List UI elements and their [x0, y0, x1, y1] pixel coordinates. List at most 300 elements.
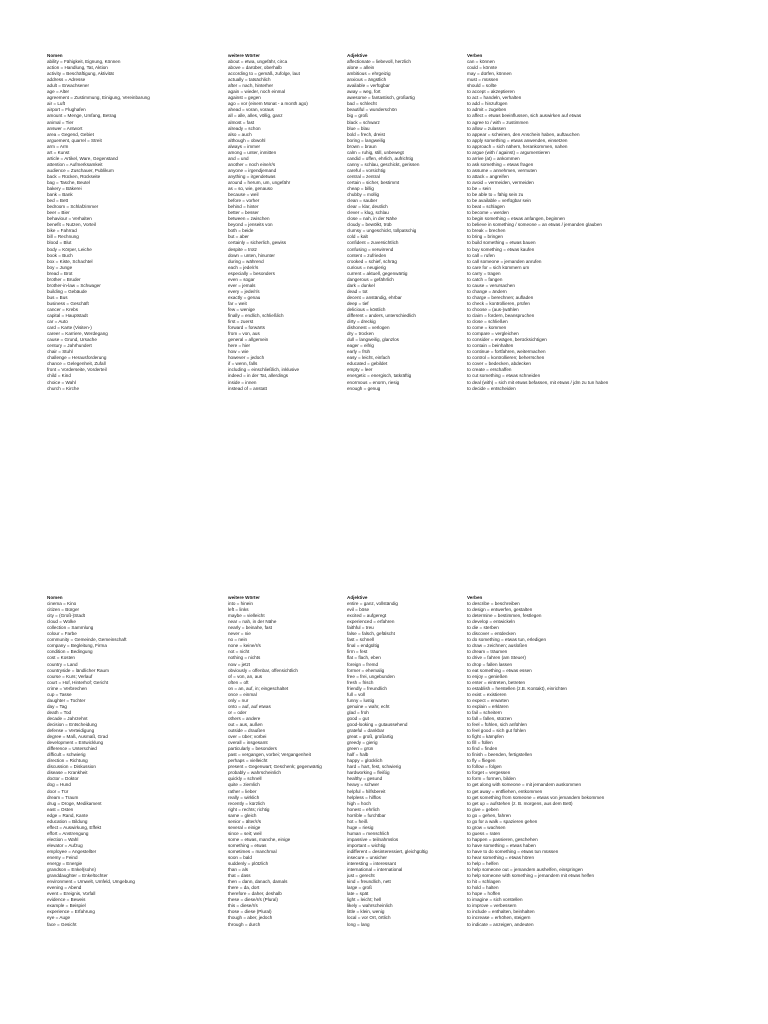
vocab-entry: impassive = teilnahmslos: [347, 836, 399, 842]
vocab-entry: of = von, an, aus: [228, 673, 263, 679]
vocab-entry: senior = älter/r/s: [228, 818, 262, 824]
vocab-entry: finally = endlich, schließlich: [228, 313, 284, 319]
vocab-entry: sometimes = manchmal: [228, 848, 277, 854]
vocab-entry: dead = tot: [347, 288, 368, 294]
vocab-entry: fresh = frisch: [347, 679, 374, 685]
vocab-entry: several = einige: [228, 824, 261, 830]
other-words-column: [228, 595, 338, 928]
vocab-entry: however = jedoch: [228, 355, 265, 361]
vocab-entry: full = voll: [347, 691, 366, 697]
vocab-entry: enemy = Feind: [47, 855, 78, 861]
vocab-entry: to increase = erhöhen, steigern: [467, 915, 531, 921]
vocab-entry: green = grün: [347, 746, 374, 752]
vocab-entry: brown = braun: [347, 143, 377, 149]
vocab-entry: better = besser: [228, 210, 259, 216]
vocab-entry: to cover = bedecken, abdecken: [467, 361, 531, 367]
vocab-entry: eye = Auge: [47, 915, 71, 921]
vocab-entry: collection = Sammlung: [47, 625, 94, 631]
vocab-entry: to believe in something / someone = an etwas / jemanden glauben: [467, 222, 602, 228]
vocab-entry: address = Adresse: [47, 77, 86, 83]
vocab-entry: blood = Blut: [47, 240, 72, 246]
vocab-entry: chubby = mollig: [347, 192, 380, 198]
vocab-entry: soon = bald: [228, 855, 252, 861]
vocab-entry: to enjoy = genießen: [467, 673, 508, 679]
vocab-entry: another = noch eine/r/s: [228, 161, 276, 167]
vocab-entry: anxious = ängstlich: [347, 77, 387, 83]
vocab-entry: entire = ganz, vollständig: [347, 601, 398, 607]
vocab-entry: discussion = Diskussion: [47, 764, 96, 770]
vocab-entry: but = aber: [228, 234, 249, 240]
vocab-entry: to contain = beinhalten: [467, 343, 514, 349]
vocab-entry: career = Karriere, Werdegang: [47, 331, 108, 337]
vocab-entry: benefit = Nutzen, Vorteil: [47, 222, 96, 228]
vocab-entry: defense = Verteidigung: [47, 728, 95, 734]
vocab-entry: enough = genug: [347, 385, 381, 391]
vocab-entry: almost = fast: [228, 119, 255, 125]
vocab-entry: audience = Zuschauer, Publikum: [47, 167, 114, 173]
vocab-entry: free = frei, ungebunden: [347, 673, 395, 679]
vocab-entry: adult = Erwachsener: [47, 83, 90, 89]
vocab-entry: body = Körper, Leiche: [47, 246, 92, 252]
vocab-entry: to arrive (at) = ankommen: [467, 155, 520, 161]
vocab-entry: only = nur: [228, 697, 249, 703]
vocab-entry: overall = insgesamt: [228, 740, 268, 746]
vocab-entry: exactly = genau: [228, 294, 261, 300]
vocab-entry: colour = Farbe: [47, 631, 77, 637]
vocab-entry: cup = Tasse: [47, 691, 72, 697]
vocab-entry: to indicate = anzeigen, andeuten: [467, 921, 534, 927]
vocab-entry: to compare = vergleichen: [467, 331, 519, 337]
verbs-column: [467, 595, 757, 928]
vocab-entry: before = vorher: [228, 198, 260, 204]
vocab-entry: ago = vor (einem Monat - a month ago): [228, 101, 308, 107]
vocab-entry: never = nie: [228, 631, 251, 637]
vocab-entry: greedy = gierig: [347, 740, 378, 746]
vocab-entry: likely = wahrscheinlich: [347, 903, 393, 909]
vocab-entry: content = zufrieden: [347, 252, 387, 258]
vocab-entry: condition = Bedingung: [47, 649, 93, 655]
vocab-entry: course = Kurs; Verlauf: [47, 673, 93, 679]
vocab-entry: to feel good = sich gut fühlen: [467, 728, 526, 734]
vocab-entry: behaviour = Verhalten: [47, 216, 92, 222]
vocab-entry: left = links: [228, 607, 249, 613]
vocab-entry: development = Entwicklung: [47, 740, 104, 746]
vocab-entry: instead of = anstatt: [228, 385, 267, 391]
vocab-entry: to grow = wachsen: [467, 824, 506, 830]
vocab-entry: to eat something = etwas essen: [467, 667, 532, 673]
vocab-entry: clear = klar, deutlich: [347, 204, 388, 210]
vocab-entry: far = weit: [228, 300, 247, 306]
vocab-entry: to have to do something = etwas tun müssen: [467, 848, 559, 854]
vocab-entry: dry = trocken: [347, 331, 374, 337]
vocab-entry: activity = Beschäftigung, Aktivität: [47, 71, 114, 77]
vocab-entry: already = schon: [228, 125, 261, 131]
vocab-entry: actually = tatsächlich: [228, 77, 271, 83]
vocab-entry: to attack = angreifen: [467, 173, 509, 179]
vocab-entry: article = Artikel, Ware, Gegenstand: [47, 155, 118, 161]
vocab-entry: despite = trotz: [228, 246, 257, 252]
vocab-entry: general = allgemein: [228, 337, 269, 343]
vocab-entry: to be available = verfügbar sein: [467, 198, 531, 204]
vocab-entry: since = seit; weil: [228, 830, 262, 836]
vocab-entry: bag = Tasche, Beutel: [47, 179, 90, 185]
vocab-entry: particularly = besonders: [228, 746, 277, 752]
vocab-entry: genuine = wahr, echt: [347, 703, 390, 709]
vocab-entry: bank = Bank: [47, 192, 73, 198]
vocab-entry: to bring = bringen: [467, 234, 503, 240]
column-header: Nomen: [47, 595, 63, 600]
vocab-entry: faithful = treu: [347, 625, 374, 631]
vocab-entry: to find = finden: [467, 746, 498, 752]
vocab-entry: experience = Erfahrung: [47, 909, 95, 915]
vocab-entry: to hold = halten: [467, 885, 499, 891]
vocab-entry: to explain = erklären: [467, 703, 509, 709]
vocab-entry: cloud = Wolke: [47, 619, 76, 625]
vocab-entry: church = Kirche: [47, 385, 80, 391]
vocab-entry: to exist = existieren: [467, 691, 507, 697]
vocab-entry: to describe = beschreiben: [467, 601, 520, 607]
vocab-entry: bad = schlecht: [347, 101, 377, 107]
vocab-entry: honest = ehrlich: [347, 806, 380, 812]
vocab-entry: into = hinein: [228, 601, 253, 607]
vocab-entry: to get away = entfliehen, entkommen: [467, 788, 543, 794]
vocab-entry: certain = sicher, bestimmt: [347, 179, 400, 185]
vocab-entry: book = Buch: [47, 252, 73, 258]
vocab-entry: bill = Rechnung: [47, 234, 79, 240]
column-header: Adjektive: [347, 53, 368, 58]
nouns-column: [47, 53, 217, 392]
vocab-entry: educated = gebildet: [347, 361, 388, 367]
vocab-entry: though = aber, jedoch: [228, 915, 273, 921]
vocab-entry: anything = irgendetwas: [228, 173, 276, 179]
vocab-entry: challenge = Herausforderung: [47, 355, 107, 361]
vocab-entry: to control = kontrollieren; beherrschen: [467, 355, 545, 361]
vocab-entry: to ask something = etwas fragen: [467, 161, 534, 167]
vocab-entry: recently = kürzlich: [228, 800, 265, 806]
vocab-entry: especially = besonders: [228, 270, 275, 276]
vocab-entry: to change = ändern: [467, 288, 507, 294]
vocab-entry: to forget = vergessen: [467, 770, 511, 776]
vocab-entry: to buy something = etwas kaufen: [467, 246, 535, 252]
vocab-entry: kind = freundlich, nett: [347, 879, 391, 885]
vocab-entry: quickly = schnell: [228, 776, 262, 782]
vocab-entry: to appear = scheinen, den Anschein haben, auftauchen: [467, 131, 580, 137]
vocab-entry: degree = Maß, Ausmaß, Grad: [47, 734, 108, 740]
vocab-entry: how = wie: [228, 349, 249, 355]
vocab-entry: clumsy = ungeschickt, tollpatschig: [347, 228, 417, 234]
vocab-entry: to care for = sich kümmern um: [467, 264, 530, 270]
vocab-entry: to beat = schlagen: [467, 204, 505, 210]
vocab-entry: to hear something = etwas hören: [467, 855, 535, 861]
vocab-entry: both = beide: [228, 228, 254, 234]
vocab-entry: chance = Gelegenheit, Zufall: [47, 361, 106, 367]
vocab-entry: local = vor Ort, örtlich: [347, 915, 391, 921]
vocab-entry: helpless = hilflos: [347, 794, 381, 800]
column-header: Adjektive: [347, 595, 368, 600]
vocab-entry: to discover = entdecken: [467, 631, 516, 637]
vocab-entry: election = Wahl: [47, 836, 79, 842]
vocab-entry: ability = Fähigkeit, Eignung, Können: [47, 59, 121, 65]
vocab-entry: to give = geben: [467, 806, 499, 812]
vocab-entry: not = nicht: [228, 649, 250, 655]
vocab-entry: same = gleich: [228, 812, 257, 818]
vocab-entry: to call = rufen: [467, 252, 495, 258]
column-header: weitere Wörter: [228, 53, 260, 58]
vocab-entry: hardworking = fleißig: [347, 770, 390, 776]
vocab-entry: candid = offen, ehrlich, aufrichtig: [347, 155, 414, 161]
vocab-entry: good-looking = gutaussehend: [347, 721, 408, 727]
vocab-entry: cause = Grund, Ursache: [47, 337, 97, 343]
vocab-entry: car = Auto: [47, 319, 68, 325]
vocab-entry: elevator = Aufzug: [47, 842, 83, 848]
vocab-entry: past = vergangen, vorbei; Vergangenheit: [228, 752, 311, 758]
vocab-entry: indeed = in der Tat, allerdings: [228, 373, 289, 379]
vocab-entry: little = klein, wenig: [347, 909, 385, 915]
vocab-entry: to happen = passieren, geschehen: [467, 836, 538, 842]
vocab-entry: around = herum, um, ungefähr: [228, 179, 291, 185]
vocab-entry: through = durch: [228, 921, 261, 927]
vocab-entry: action = Handlung, Tat, Aktion: [47, 65, 108, 71]
vocab-entry: drug = Droge, Medikament: [47, 800, 102, 806]
vocab-entry: really = wirklich: [228, 794, 260, 800]
adjectives-column: [347, 53, 459, 392]
vocab-entry: fast = schnell: [347, 637, 374, 643]
vocab-entry: canny = schlau, geschickt, gerissen: [347, 161, 420, 167]
vocab-entry: against = gegen: [228, 95, 261, 101]
vocab-entry: those = diese (Plural): [228, 909, 272, 915]
vocab-entry: no = nein: [228, 637, 248, 643]
vocab-entry: final = endgültig: [347, 643, 380, 649]
vocab-entry: alone = allein: [347, 65, 375, 71]
vocab-entry: employee = Angestellter: [47, 848, 97, 854]
column-header: Nomen: [47, 53, 63, 58]
column-header: Verben: [467, 53, 483, 58]
vocab-entry: age = Alter: [47, 89, 70, 95]
vocab-entry: child = Kind: [47, 373, 71, 379]
vocab-entry: happy = glücklich: [347, 758, 383, 764]
vocab-entry: deep = tief: [347, 300, 369, 306]
vocab-entry: eager = eifrig: [347, 343, 374, 349]
vocab-entry: over = über; vorbei: [228, 734, 267, 740]
vocab-entry: to continue = fortfahren, weitermachen: [467, 349, 546, 355]
vocab-entry: ever = jemals: [228, 282, 256, 288]
vocab-entry: to call someone = jemanden anrufen: [467, 258, 542, 264]
vocab-entry: bike = Fahrrad: [47, 228, 77, 234]
vocab-entry: important = wichtig: [347, 842, 386, 848]
vocab-entry: to hope = hoffen: [467, 891, 501, 897]
vocab-entry: decade = Jahrzehnt: [47, 715, 88, 721]
vocab-entry: glad = froh: [347, 709, 369, 715]
vocab-entry: funny = lustig: [347, 697, 375, 703]
vocab-entry: huge = riesig: [347, 824, 374, 830]
vocab-entry: doctor = Doktor: [47, 776, 79, 782]
vocab-entry: others = andere: [228, 715, 261, 721]
vocab-entry: if = wenn, falls: [228, 361, 258, 367]
vocab-entry: to imagine = sich vorstellen: [467, 897, 523, 903]
vocab-entry: nearly = beinahe, fast: [228, 625, 273, 631]
vocab-entry: certainly = sicherlich, gewiss: [228, 240, 287, 246]
vocab-entry: to decide = entscheiden: [467, 385, 516, 391]
vocab-entry: outside = draußen: [228, 728, 266, 734]
vocab-entry: to fall = fallen, stürzen: [467, 715, 512, 721]
vocab-entry: dull = langweilig, glanzlos: [347, 337, 399, 343]
vocab-entry: death = Tod: [47, 709, 72, 715]
vocab-entry: to establish = herstellen (z.B. Kontakt), einrichten: [467, 685, 567, 691]
vocab-entry: even = sogar: [228, 276, 255, 282]
vocab-entry: because = weil: [228, 192, 259, 198]
vocab-entry: first = zuerst: [228, 319, 254, 325]
vocab-entry: dangerous = gefährlich: [347, 276, 394, 282]
vocab-entry: during = während: [228, 258, 264, 264]
vocab-entry: attention = Aufmerksamkeit: [47, 161, 103, 167]
vocab-entry: light = leicht; hell: [347, 897, 382, 903]
vocab-entry: half = halb: [347, 752, 369, 758]
vocab-entry: once = einmal: [228, 691, 257, 697]
vocab-entry: east = Osten: [47, 806, 74, 812]
vocab-entry: to add = hinzufügen: [467, 101, 508, 107]
vocab-entry: to close = schließen: [467, 319, 508, 325]
vocab-entry: enormous = enorm, riesig: [347, 379, 400, 385]
vocab-entry: century = Jahrhundert: [47, 343, 92, 349]
vocab-entry: forward = forwärts: [228, 325, 265, 331]
vocab-entry: experienced = erfahren: [347, 619, 395, 625]
vocab-entry: healthy = gesund: [347, 776, 383, 782]
vocab-entry: to enter = eintreten, betreten: [467, 679, 526, 685]
vocab-entry: to follow = folgen: [467, 764, 502, 770]
vocab-entry: business = Geschäft: [47, 300, 89, 306]
vocab-entry: grandson = Enkel(sohn): [47, 867, 96, 873]
vocab-entry: brother = Bruder: [47, 276, 81, 282]
vocab-entry: some = etwas, manche, einige: [228, 836, 291, 842]
vocab-entry: to help someone with something = jemandem mit etwas helfen: [467, 873, 595, 879]
vocab-entry: near = nah, in der Nähe: [228, 619, 277, 625]
vocab-entry: different = anders, unterschiedlich: [347, 313, 416, 319]
vocab-entry: friendly = freundlich: [347, 685, 387, 691]
vocab-entry: beyond = jenseits von: [228, 222, 273, 228]
vocab-entry: heavy = schwer: [347, 782, 380, 788]
vocab-entry: to agree to / with = zustimmen: [467, 119, 529, 125]
vocabulary-page-2: [0, 512, 768, 1024]
vocab-entry: choice = Wahl: [47, 379, 76, 385]
vocab-entry: to die = sterben: [467, 625, 499, 631]
vocab-entry: beautiful = wunderschön: [347, 107, 397, 113]
vocab-entry: hard = hart, fest, schwierig: [347, 764, 402, 770]
vocab-entry: every = jede/r/s: [228, 288, 260, 294]
vocab-entry: to develop = entwickeln: [467, 619, 515, 625]
vocab-entry: bakery = Bäkerei: [47, 186, 82, 192]
vocab-entry: can = können: [467, 59, 495, 65]
adjectives-column: [347, 595, 459, 928]
vocab-entry: door = Tür: [47, 788, 69, 794]
vocab-entry: cancer = Krebs: [47, 306, 79, 312]
vocab-entry: to form = formen, bilden: [467, 776, 516, 782]
other-words-column: [228, 53, 338, 392]
vocab-entry: probably = wahrscheinlich: [228, 770, 281, 776]
vocab-entry: and = und: [228, 155, 249, 161]
vocab-entry: to fight = kämpfen: [467, 734, 504, 740]
vocab-entry: nothing = nichts: [228, 655, 261, 661]
vocab-entry: animal = Tier: [47, 119, 74, 125]
vocab-entry: available = verfügbar: [347, 83, 390, 89]
vocab-entry: false = falsch, gefälscht: [347, 631, 395, 637]
vocab-entry: good = gut: [347, 715, 369, 721]
vocab-entry: to drop = fallen lassen: [467, 661, 513, 667]
vocab-entry: effect = Auswirkung, Effekt: [47, 824, 102, 830]
vocab-entry: to improve = verbessern: [467, 903, 517, 909]
vocab-entry: as = so, wie, genauso: [228, 186, 273, 192]
column-header: Verben: [467, 595, 483, 600]
vocab-entry: horrible = furchtbar: [347, 812, 386, 818]
vocab-entry: although = obwohl: [228, 137, 266, 143]
vocab-entry: education = Bildung: [47, 818, 88, 824]
vocab-entry: chair = Stuhl: [47, 349, 73, 355]
vocab-entry: suddenly = plötzlich: [228, 861, 269, 867]
vocab-entry: including = einschließlich, inklusive: [228, 367, 300, 373]
vocab-entry: careful = vorsichtig: [347, 167, 386, 173]
vocab-entry: to approach = sich nähern, herankommen, nahen: [467, 143, 568, 149]
vocab-entry: effort = Anstrengung: [47, 830, 89, 836]
vocab-entry: bed = Bett: [47, 198, 69, 204]
vocab-entry: empty = leer: [347, 367, 373, 373]
vocab-entry: that = dass: [228, 873, 251, 879]
vocab-entry: to fail = scheitern: [467, 709, 502, 715]
vocab-entry: card = Karte (Visiten-): [47, 325, 92, 331]
vocab-entry: building = Gebäude: [47, 288, 87, 294]
vocab-entry: to check = kontrollieren, prüfen: [467, 300, 530, 306]
vocab-entry: to determine = bestimmen, festlegen: [467, 613, 542, 619]
column-header: weitere Wörter: [228, 595, 260, 600]
vocab-entry: clean = sauber: [347, 198, 378, 204]
vocab-entry: bedroom = Schlafzimmer: [47, 204, 99, 210]
vocab-entry: confident = zuversichtlich: [347, 240, 399, 246]
vocab-entry: bold = frech, dreist: [347, 131, 385, 137]
vocab-entry: must = müssen: [467, 77, 499, 83]
vocab-entry: this = diese/r/s: [228, 903, 258, 909]
vocab-entry: from = von, aus: [228, 331, 260, 337]
vocab-entry: therefore = daher, deshalb: [228, 891, 282, 897]
vocab-entry: to design = entwerfen, gestalten: [467, 607, 533, 613]
vocab-entry: ambitious = ehrgeizig: [347, 71, 391, 77]
vocab-entry: daughter = Tochter: [47, 697, 86, 703]
vocab-entry: disease = Krankheit: [47, 770, 88, 776]
vocab-entry: energetic = energisch, tatkräftig: [347, 373, 412, 379]
vocab-entry: curious = neugierig: [347, 264, 386, 270]
vocab-entry: to build something = etwas bauen: [467, 240, 536, 246]
vocab-entry: excited = aufgeregt: [347, 613, 387, 619]
vocab-entry: could = könnte: [467, 65, 498, 71]
vocab-entry: also = auch: [228, 131, 252, 137]
vocab-entry: area = Gegend, Gebiet: [47, 131, 94, 137]
vocab-entry: dog = Hund: [47, 782, 71, 788]
vocab-entry: evil = böse: [347, 607, 370, 613]
vocab-entry: to hit = schlagen: [467, 879, 501, 885]
vocab-entry: to feel = fühlen, sich anfühlen: [467, 721, 527, 727]
vocab-entry: early = früh: [347, 349, 371, 355]
vocab-entry: these = diese/r/s (Plural): [228, 897, 278, 903]
vocab-entry: close = nah, in der Nähe: [347, 216, 397, 222]
vocab-entry: few = wenige: [228, 306, 255, 312]
vocab-entry: to become = werden: [467, 210, 509, 216]
vocab-entry: cost = Kosten: [47, 655, 75, 661]
vocab-entry: country = Land: [47, 661, 78, 667]
vocab-entry: large = groß: [347, 885, 372, 891]
vocab-entry: great = groß, großartig: [347, 734, 394, 740]
vocab-entry: bus = Bus: [47, 294, 68, 300]
vocab-entry: to have something = etwas haben: [467, 842, 536, 848]
vocab-entry: anyone = irgendjemand: [228, 167, 277, 173]
vocab-entry: countryside = ländlicher Raum: [47, 667, 109, 673]
vocab-entry: answer = Antwort: [47, 125, 83, 131]
